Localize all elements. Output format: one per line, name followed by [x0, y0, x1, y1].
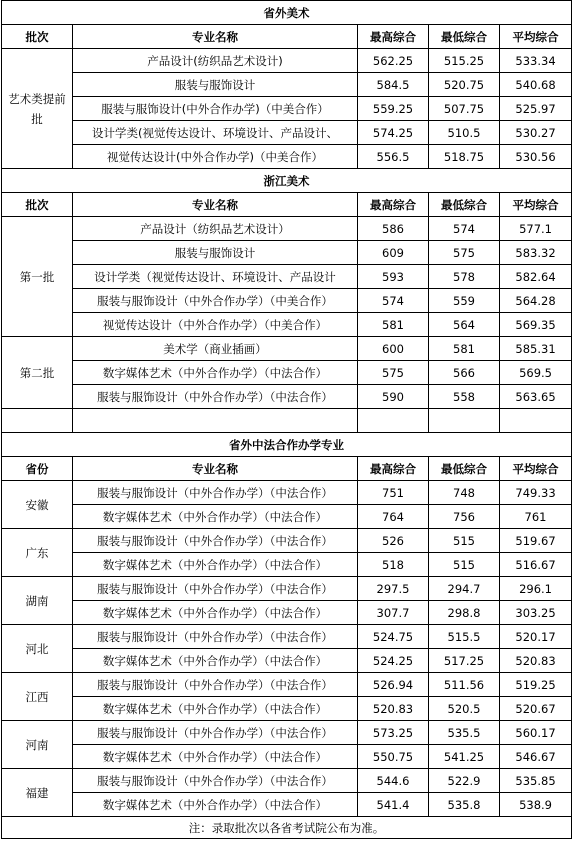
- max-score: 550.75: [358, 745, 429, 769]
- avg-score: 520.67: [500, 697, 572, 721]
- avg-score: 569.35: [500, 313, 572, 337]
- avg-score: 535.85: [500, 769, 572, 793]
- major-name: 数字媒体艺术（中外合作办学）（中法合作）: [73, 553, 358, 577]
- max-score: 586: [358, 217, 429, 241]
- min-score: 511.56: [429, 673, 500, 697]
- avg-score-header: 平均综合: [500, 193, 572, 217]
- footnote: 注：录取批次以各省考试院公布为准。: [2, 817, 572, 839]
- avg-score: 519.67: [500, 529, 572, 553]
- major-name: 服装与服饰设计（中外合作办学）（中法合作）: [73, 625, 358, 649]
- empty-cell: [73, 409, 358, 433]
- major-name: 服装与服饰设计（中外合作办学）（中法合作）: [73, 385, 358, 409]
- major-name: 视觉传达设计(中外合作办学)（中美合作）: [73, 145, 358, 169]
- table-row: [2, 745, 572, 769]
- max-score: 574: [358, 289, 429, 313]
- table-row: [2, 385, 572, 409]
- max-score: 764: [358, 505, 429, 529]
- major-name: 设计学类(视觉传达设计、环境设计、产品设计、: [73, 121, 358, 145]
- table-row: [2, 265, 572, 289]
- max-score: 297.5: [358, 577, 429, 601]
- max-score: 581: [358, 313, 429, 337]
- major-name: 数字媒体艺术（中外合作办学）（中法合作）: [73, 601, 358, 625]
- max-score: 556.5: [358, 145, 429, 169]
- min-score: 515: [429, 529, 500, 553]
- avg-score: 538.9: [500, 793, 572, 817]
- table-row: [2, 673, 572, 697]
- province-cell: 福建: [2, 769, 73, 817]
- province-cell: 安徽: [2, 481, 73, 529]
- table-row: [2, 793, 572, 817]
- max-score: 751: [358, 481, 429, 505]
- table-row: [2, 193, 572, 217]
- min-score: 581: [429, 337, 500, 361]
- table-row: [2, 649, 572, 673]
- min-score: 507.75: [429, 97, 500, 121]
- min-score: 566: [429, 361, 500, 385]
- admission-table: [1, 0, 572, 839]
- avg-score: 582.64: [500, 265, 572, 289]
- major-name: 数字媒体艺术（中外合作办学）（中法合作）: [73, 745, 358, 769]
- table-row: [2, 73, 572, 97]
- max-score: 520.83: [358, 697, 429, 721]
- table-row: [2, 145, 572, 169]
- avg-score-header: 平均综合: [500, 25, 572, 49]
- empty-cell: [2, 409, 73, 433]
- avg-score: 530.27: [500, 121, 572, 145]
- major-name: 数字媒体艺术（中外合作办学）（中法合作）: [73, 697, 358, 721]
- max-score: 541.4: [358, 793, 429, 817]
- avg-score: 520.83: [500, 649, 572, 673]
- min-score: 515.25: [429, 49, 500, 73]
- avg-score: 585.31: [500, 337, 572, 361]
- min-score: 520.5: [429, 697, 500, 721]
- min-score: 517.25: [429, 649, 500, 673]
- table-row: [2, 49, 572, 73]
- table-row: [2, 481, 572, 505]
- admission-table-body: [2, 1, 572, 839]
- table-row: [2, 361, 572, 385]
- empty-cell: [500, 409, 572, 433]
- table-row: [2, 241, 572, 265]
- major-name: 数字媒体艺术（中外合作办学）（中法合作）: [73, 793, 358, 817]
- max-score: 559.25: [358, 97, 429, 121]
- avg-score: 546.67: [500, 745, 572, 769]
- min-score: 535.5: [429, 721, 500, 745]
- table-row: [2, 337, 572, 361]
- major-name: 美术学（商业插画）: [73, 337, 358, 361]
- table-row: [2, 169, 572, 193]
- avg-score-header: 平均综合: [500, 457, 572, 481]
- major-name: 服装与服饰设计（中外合作办学）（中法合作）: [73, 481, 358, 505]
- major-name: 服装与服饰设计（中外合作办学）（中法合作）: [73, 673, 358, 697]
- min-score: 535.8: [429, 793, 500, 817]
- table-row: [2, 577, 572, 601]
- province-cell: 河北: [2, 625, 73, 673]
- min-score-header: 最低综合: [429, 193, 500, 217]
- major-name: 服装与服饰设计: [73, 73, 358, 97]
- province-cell: 广东: [2, 529, 73, 577]
- major-name: 产品设计(纺织品艺术设计): [73, 49, 358, 73]
- major-name: 服装与服饰设计（中外合作办学）（中法合作）: [73, 721, 358, 745]
- empty-cell: [429, 409, 500, 433]
- batch-header: 批次: [2, 193, 73, 217]
- table-row: [2, 409, 572, 433]
- max-score: 524.25: [358, 649, 429, 673]
- avg-score: 577.1: [500, 217, 572, 241]
- max-score: 600: [358, 337, 429, 361]
- max-score: 526.94: [358, 673, 429, 697]
- min-score: 520.75: [429, 73, 500, 97]
- min-score: 574: [429, 217, 500, 241]
- table-row: [2, 817, 572, 839]
- min-score: 522.9: [429, 769, 500, 793]
- avg-score: 560.17: [500, 721, 572, 745]
- avg-score: 533.34: [500, 49, 572, 73]
- empty-cell: [358, 409, 429, 433]
- table-row: [2, 601, 572, 625]
- min-score: 510.5: [429, 121, 500, 145]
- table-row: [2, 457, 572, 481]
- major-name: 服装与服饰设计（中外合作办学）（中法合作）: [73, 577, 358, 601]
- max-score: 574.25: [358, 121, 429, 145]
- max-score: 575: [358, 361, 429, 385]
- table-row: [2, 289, 572, 313]
- avg-score: 564.28: [500, 289, 572, 313]
- avg-score: 519.25: [500, 673, 572, 697]
- batch-cell: 第一批: [2, 217, 73, 337]
- batch-header: 批次: [2, 25, 73, 49]
- section-title: 省外美术: [2, 1, 572, 25]
- batch-header: 省份: [2, 457, 73, 481]
- table-row: [2, 769, 572, 793]
- table-row: [2, 121, 572, 145]
- min-score: 575: [429, 241, 500, 265]
- avg-score: 516.67: [500, 553, 572, 577]
- min-score: 515: [429, 553, 500, 577]
- table-row: [2, 97, 572, 121]
- max-score-header: 最高综合: [358, 25, 429, 49]
- max-score: 584.5: [358, 73, 429, 97]
- table-row: [2, 313, 572, 337]
- min-score: 559: [429, 289, 500, 313]
- table-row: [2, 529, 572, 553]
- major-name: 数字媒体艺术（中外合作办学）（中法合作）: [73, 361, 358, 385]
- min-score: 748: [429, 481, 500, 505]
- max-score-header: 最高综合: [358, 193, 429, 217]
- avg-score: 583.32: [500, 241, 572, 265]
- max-score: 562.25: [358, 49, 429, 73]
- major-name: 服装与服饰设计（中外合作办学）（中法合作）: [73, 529, 358, 553]
- avg-score: 749.33: [500, 481, 572, 505]
- min-score: 578: [429, 265, 500, 289]
- avg-score: 530.56: [500, 145, 572, 169]
- major-name: 服装与服饰设计（中外合作办学）（中法合作）: [73, 769, 358, 793]
- table-row: [2, 433, 572, 457]
- table-row: [2, 505, 572, 529]
- min-score: 564: [429, 313, 500, 337]
- major-name: 视觉传达设计（中外合作办学）（中美合作）: [73, 313, 358, 337]
- batch-cell: 第二批: [2, 337, 73, 409]
- max-score: 593: [358, 265, 429, 289]
- major-name: 服装与服饰设计: [73, 241, 358, 265]
- avg-score: 540.68: [500, 73, 572, 97]
- max-score: 609: [358, 241, 429, 265]
- max-score: 307.7: [358, 601, 429, 625]
- section-title: 浙江美术: [2, 169, 572, 193]
- table-row: [2, 217, 572, 241]
- min-score: 558: [429, 385, 500, 409]
- min-score-header: 最低综合: [429, 25, 500, 49]
- min-score: 298.8: [429, 601, 500, 625]
- max-score: 526: [358, 529, 429, 553]
- section-title: 省外中法合作办学专业: [2, 433, 572, 457]
- avg-score: 296.1: [500, 577, 572, 601]
- province-cell: 湖南: [2, 577, 73, 625]
- avg-score: 563.65: [500, 385, 572, 409]
- major-name: 设计学类（视觉传达设计、环境设计、产品设计: [73, 265, 358, 289]
- min-score-header: 最低综合: [429, 457, 500, 481]
- avg-score: 520.17: [500, 625, 572, 649]
- province-cell: 江西: [2, 673, 73, 721]
- min-score: 518.75: [429, 145, 500, 169]
- table-row: [2, 1, 572, 25]
- table-row: [2, 553, 572, 577]
- max-score: 524.75: [358, 625, 429, 649]
- major-name: 服装与服饰设计（中外合作办学）（中美合作）: [73, 289, 358, 313]
- major-name: 产品设计（纺织品艺术设计）: [73, 217, 358, 241]
- major-header: 专业名称: [73, 193, 358, 217]
- major-header: 专业名称: [73, 25, 358, 49]
- min-score: 541.25: [429, 745, 500, 769]
- max-score: 544.6: [358, 769, 429, 793]
- avg-score: 569.5: [500, 361, 572, 385]
- min-score: 515.5: [429, 625, 500, 649]
- avg-score: 525.97: [500, 97, 572, 121]
- major-name: 数字媒体艺术（中外合作办学）（中法合作）: [73, 505, 358, 529]
- table-row: [2, 25, 572, 49]
- batch-cell: 艺术类提前批: [2, 49, 73, 169]
- max-score: 518: [358, 553, 429, 577]
- table-row: [2, 697, 572, 721]
- major-header: 专业名称: [73, 457, 358, 481]
- major-name: 数字媒体艺术（中外合作办学）（中法合作）: [73, 649, 358, 673]
- avg-score: 303.25: [500, 601, 572, 625]
- min-score: 756: [429, 505, 500, 529]
- avg-score: 761: [500, 505, 572, 529]
- table-row: [2, 625, 572, 649]
- max-score-header: 最高综合: [358, 457, 429, 481]
- major-name: 服装与服饰设计(中外合作办学)（中美合作）: [73, 97, 358, 121]
- max-score: 573.25: [358, 721, 429, 745]
- province-cell: 河南: [2, 721, 73, 769]
- min-score: 294.7: [429, 577, 500, 601]
- table-row: [2, 721, 572, 745]
- max-score: 590: [358, 385, 429, 409]
